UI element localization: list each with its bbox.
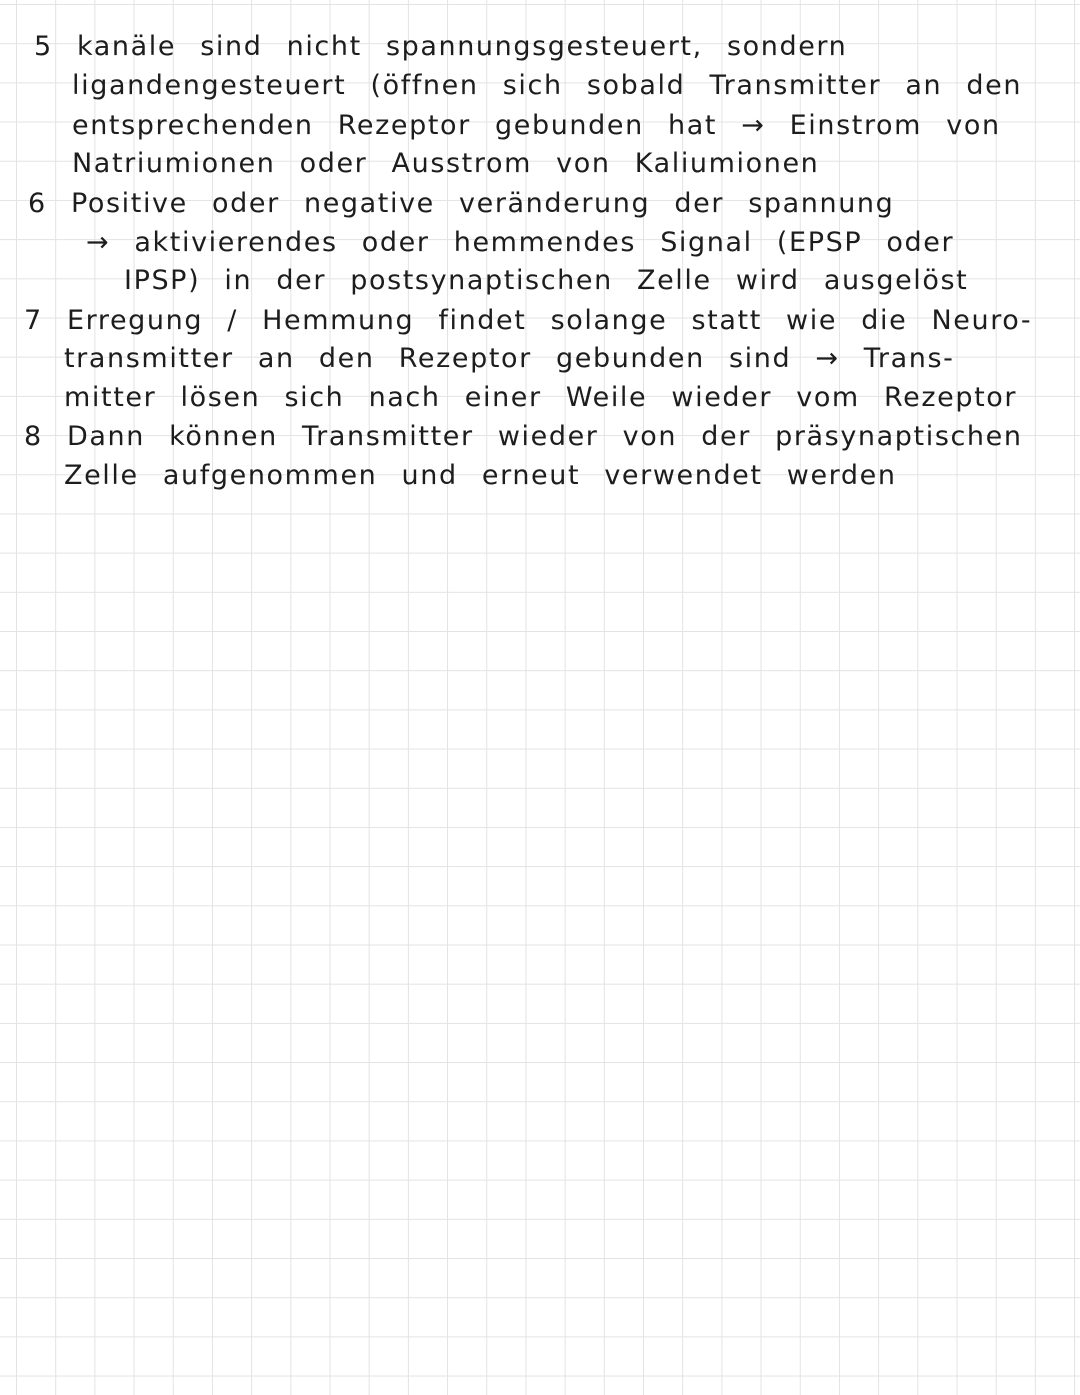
note-line: transmitter an den Rezeptor gebunden sind → Trans- [64, 343, 955, 374]
note-line: 5 kanäle sind nicht spannungsgesteuert, sondern [34, 31, 848, 62]
note-line: → aktivierendes oder hemmendes Signal (EPSP oder [86, 227, 955, 258]
note-line: mitter lösen sich nach einer Weile wieder vom Rezeptor [64, 382, 1018, 413]
note-line: IPSP) in der postsynaptischen Zelle wird ausgelöst [124, 265, 969, 296]
note-line: Natriumionen oder Ausstrom von Kaliumionen [72, 148, 820, 179]
note-line: Zelle aufgenommen und erneut verwendet werden [64, 460, 897, 491]
note-line: 8 Dann können Transmitter wieder von der präsynaptischen [24, 421, 1023, 452]
note-line: 6 Positive oder negative veränderung der spannung [28, 188, 895, 219]
note-line: 7 Erregung / Hemmung findet solange statt wie die Neuro- [24, 305, 1033, 336]
note-line: ligandengesteuert (öffnen sich sobald Transmitter an den [72, 70, 1023, 101]
note-line: entsprechenden Rezeptor gebunden hat → Einstrom von [72, 110, 1001, 141]
